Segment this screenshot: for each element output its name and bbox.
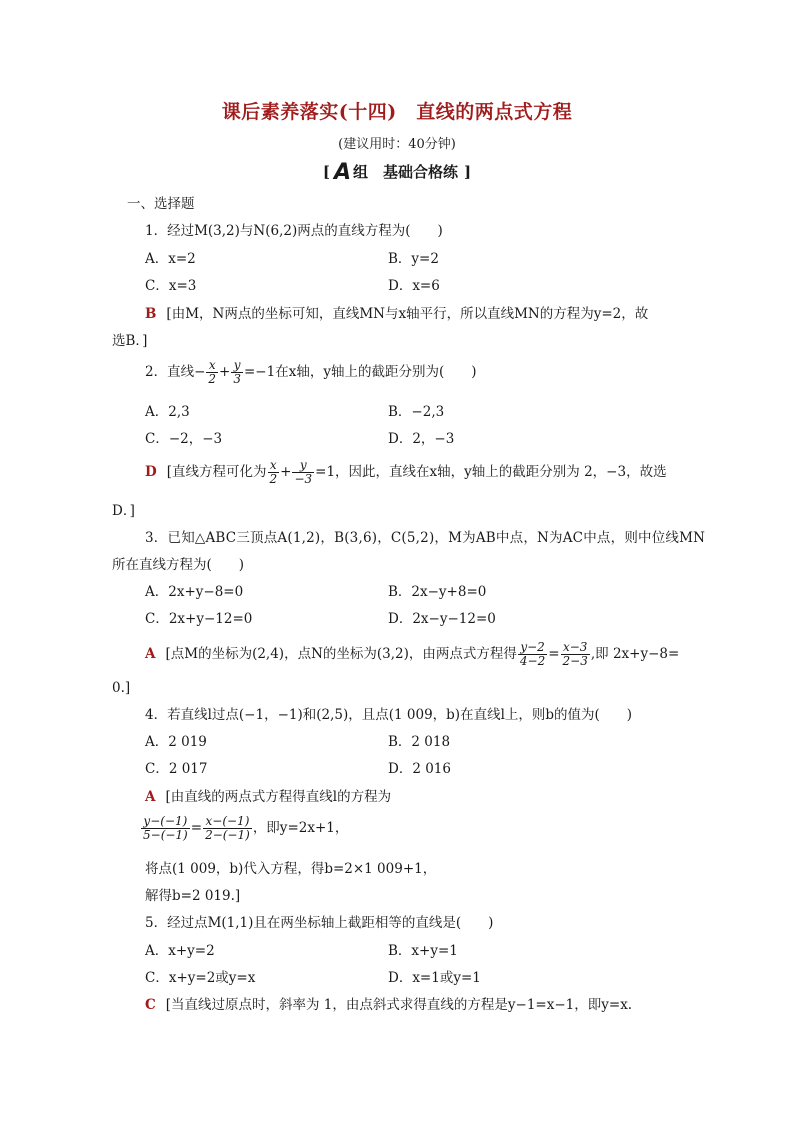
q5-option-b: B．x+y=1 [388,943,458,959]
q4-explanation-line4: 解得b=2 019.] [145,888,241,904]
q3-option-d: D．2x−y−12=0 [388,611,496,627]
q5-answer: C [145,997,156,1013]
q2-answer: D [145,464,157,480]
q4-option-d: D．2 016 [388,761,451,777]
q5-option-d: D．x=1或y=1 [388,970,481,986]
q4-option-a: A．2 019 [145,734,207,750]
q3-explanation-cont: 0.] [112,680,131,696]
q4-explanation-line3: 将点(1 009，b)代入方程，得b=2×1 009+1， [145,861,437,877]
q4-stem: 4．若直线l过点(−1，−1)和(2,5)，且点(1 009，b)在直线l上，则b的值为( ) [145,707,633,723]
q3-option-a: A．2x+y−8=0 [145,584,244,600]
q1-stem: 1．经过M(3,2)与N(6,2)两点的直线方程为( ) [145,223,443,239]
q4-option-b: B．2 018 [388,734,451,750]
q2-fraction-y: $\frac{y}{3}$ [233,358,241,386]
q4-explanation-eq: $\frac{y-(-1)}{5-(-1)}$ = $\frac{x-(-1)}{2-(-1)}$ ，即y=2x+1， [143,814,349,842]
q1-option-b: B．y=2 [388,251,439,267]
q4-answer: A [145,789,156,805]
q3-explanation: A [点M的坐标为(2,4)，点N的坐标为(3,2)，由两点式方程得 $\frac{y-2}{4-2}$ = $\frac{x-3}{2-3}$ ,即 2x+y−8= [145,640,680,668]
group-bracket-open: [ [322,163,330,181]
q3-stem-cont: 所在直线方程为( ) [112,557,245,573]
q2-explanation: D [直线方程可化为 $\frac{x}{2}$ + $\frac{y}{-3}$ =1，因此，直线在x轴，y轴上的截距分别为 2，−3，故选 [145,458,667,486]
q1-option-c: C．x=3 [145,278,197,294]
q2-option-a: A．2,3 [145,404,190,420]
q2-option-b: B．−2,3 [388,404,445,420]
group-label: 组 基础合格练 [353,163,459,181]
q3-option-b: B．2x−y+8=0 [388,584,487,600]
group-letter: A [333,160,351,185]
q2-explanation-cont: D．] [112,503,135,519]
q3-answer: A [145,646,156,662]
group-bracket-close: ] [464,163,472,181]
q3-stem: 3．已知△ABC三顶点A(1,2)，B(3,6)，C(5,2)，M为AB中点，N为AC中点，则中位线MN [145,530,706,546]
suggested-time: (建议用时：40分钟) [338,137,456,152]
q4-explanation: A [由直线的两点式方程得直线l的方程为 [145,789,392,805]
q1-explanation: B [由M，N两点的坐标可知，直线MN与x轴平行，所以直线MN的方程为y=2，故 [145,306,649,322]
q1-option-d: D．x=6 [388,278,440,294]
q2-fraction-x: $\frac{x}{2}$ [208,358,217,386]
q4-option-c: C．2 017 [145,761,208,777]
q3-option-c: C．2x+y−12=0 [145,611,253,627]
q2-option-d: D．2，−3 [388,431,455,447]
group-heading [0,160,794,185]
q2-stem: 2．直线− $\frac{x}{2}$ + $\frac{y}{3}$ =−1在x轴，y轴上的截距分别为( ) [145,358,477,386]
section-label: 一、选择题 [127,196,195,212]
q2-option-c: C．−2，−3 [145,431,223,447]
q5-option-c: C．x+y=2或y=x [145,970,256,986]
q1-option-a: A．x=2 [145,251,196,267]
q5-option-a: A．x+y=2 [145,943,215,959]
page-title: 课后素养落实(十四) 直线的两点式方程 [221,101,573,123]
q5-explanation: C [当直线过原点时，斜率为 1，由点斜式求得直线的方程是y−1=x−1，即y=x. [145,997,633,1013]
q5-stem: 5．经过点M(1,1)且在两坐标轴上截距相等的直线是( ) [145,915,494,931]
q1-answer: B [145,306,157,322]
q1-explanation-cont: 选B．] [112,333,148,349]
